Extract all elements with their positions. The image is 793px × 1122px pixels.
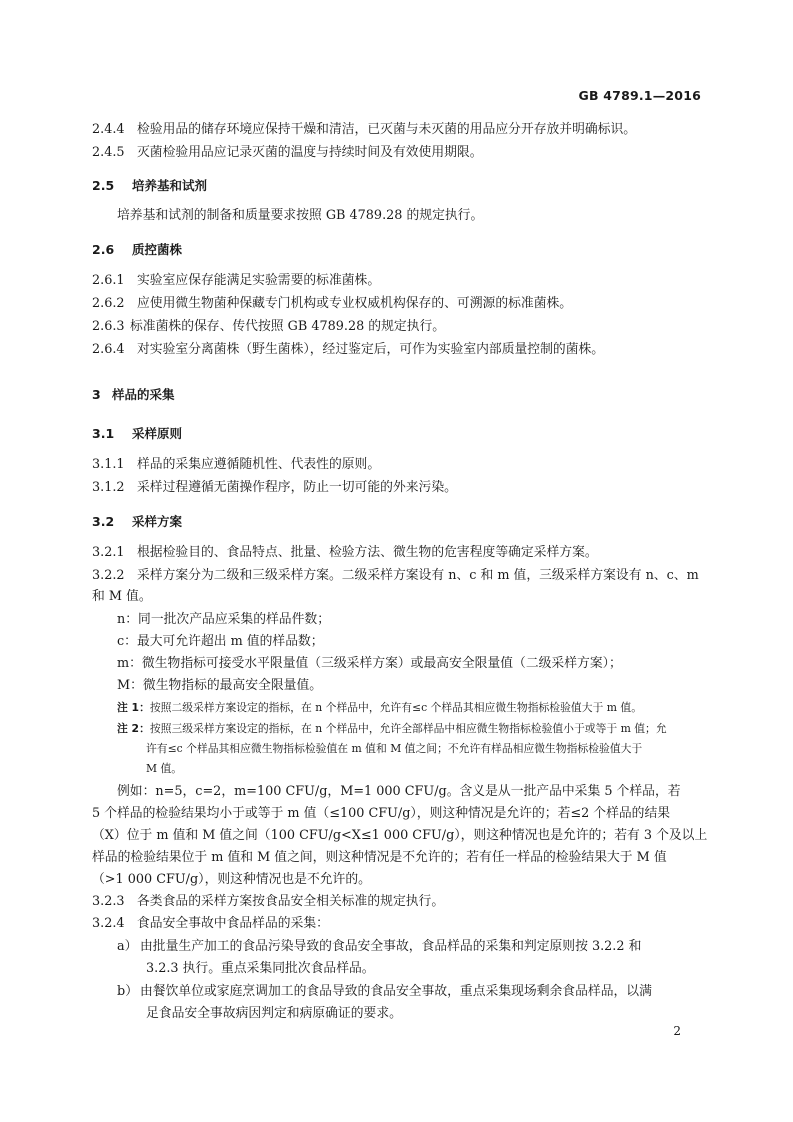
- clause-number: 3.2.2: [92, 568, 125, 583]
- clause-text: 采样过程遵循无菌操作程序，防止一切可能的外来污染。: [137, 480, 457, 495]
- heading-3-2: [92, 514, 182, 530]
- note-2-line-3: M 值。: [146, 762, 183, 775]
- heading-text: 样品的采集: [112, 387, 175, 402]
- clause-number: 2.4.5: [92, 145, 125, 160]
- heading-number: 2.6: [92, 242, 115, 257]
- clause-3-2-2-continued: 和 M 值。: [92, 589, 152, 604]
- definition-M: M：微生物指标的最高安全限量值。: [117, 678, 323, 693]
- clause-text: 根据检验目的、食品特点、批量、检验方法、微生物的危害程度等确定采样方案。: [137, 545, 598, 560]
- clause-text: 标准菌株的保存、传代按照 GB 4789.28 的规定执行。: [130, 319, 446, 334]
- heading-number: 3.1: [92, 426, 115, 441]
- clause-3-1-1: [92, 457, 701, 473]
- clause-2-6-2: [92, 296, 701, 312]
- note-1: [117, 700, 701, 716]
- paragraph-2-5: 培养基和试剂的制备和质量要求按照 GB 4789.28 的规定执行。: [117, 208, 484, 223]
- note-2: [117, 721, 701, 737]
- clause-number: 3.2.3: [92, 894, 125, 909]
- heading-text: 采样原则: [132, 426, 183, 441]
- clause-2-4-5: [92, 145, 701, 161]
- clause-number: 3.2.1: [92, 545, 125, 560]
- clause-3-1-2: [92, 480, 701, 496]
- note-text: 按照三级采样方案设定的指标，在 n 个样品中，允许全部样品中相应微生物指标检验值小于或等于 m 值；允: [149, 722, 667, 735]
- clause-number: 2.6.3: [92, 319, 125, 334]
- note-label: 注 2：: [117, 722, 150, 735]
- clause-number: 2.4.4: [92, 122, 125, 137]
- list-text: 由餐饮单位或家庭烹调加工的食品导致的食品安全事故，重点采集现场剩余食品样品，以满: [140, 984, 652, 999]
- clause-text: 样品的采集应遵循随机性、代表性的原则。: [137, 457, 381, 472]
- clause-2-6-3: [92, 319, 701, 335]
- clause-number: 2.6.4: [92, 342, 125, 357]
- clause-text: 各类食品的采样方案按食品安全相关标准的规定执行。: [137, 894, 445, 909]
- list-item-a: [117, 939, 701, 955]
- list-label: a）: [117, 939, 138, 954]
- list-label: b）: [117, 984, 138, 999]
- clause-3-2-2: [92, 568, 701, 584]
- list-text: 由批量生产加工的食品污染导致的食品安全事故，食品样品的采集和判定原则按 3.2.2 和: [140, 939, 642, 954]
- example-line-4: 样品的检验结果位于 m 值和 M 值之间，则这种情况是不允许的；若有任一样品的检验结果大于 M 值: [92, 850, 667, 865]
- clause-2-6-4: [92, 342, 701, 358]
- clause-text: 应使用微生物菌种保藏专门机构或专业权威机构保存的、可溯源的标准菌株。: [137, 296, 573, 311]
- heading-text: 质控菌株: [132, 242, 183, 257]
- heading-text: 培养基和试剂: [132, 178, 208, 193]
- clause-text: 采样方案分为二级和三级采样方案。二级采样方案设有 n、c 和 m 值，三级采样方案设有 n、c、m: [137, 568, 699, 583]
- clause-2-6-1: [92, 273, 701, 289]
- clause-number: 3.2.4: [92, 916, 125, 931]
- example-line-5: （>1 000 CFU/g），则这种情况也是不允许的。: [92, 872, 371, 887]
- heading-number: 2.5: [92, 178, 115, 193]
- clause-text: 实验室应保存能满足实验需要的标准菌株。: [137, 273, 381, 288]
- heading-text: 采样方案: [132, 514, 183, 529]
- clause-3-2-3: [92, 894, 701, 910]
- heading-number: 3.2: [92, 514, 115, 529]
- clause-number: 2.6.1: [92, 273, 125, 288]
- note-label: 注 1：: [117, 701, 150, 714]
- heading-2-5: [92, 178, 207, 194]
- note-2-line-2: 许有≤c 个样品其相应微生物指标检验值在 m 值和 M 值之间；不允许有样品相应微生物指标检验值大于: [146, 742, 643, 755]
- clause-number: 3.1.1: [92, 457, 125, 472]
- heading-number: 3: [92, 387, 101, 402]
- clause-3-2-4: [92, 916, 701, 932]
- heading-2-6: [92, 242, 182, 258]
- clause-text: 对实验室分离菌株（野生菌株），经过鉴定后，可作为实验室内部质量控制的菌株。: [137, 342, 605, 357]
- example-line-3: （X）位于 m 值和 M 值之间（100 CFU/g<X≤1 000 CFU/g），则这种情况也是允许的；若有 3 个及以上: [92, 828, 708, 843]
- list-item-a-continued: 3.2.3 执行。重点采集同批次食品样品。: [146, 961, 375, 976]
- page-number: 2: [673, 1024, 681, 1038]
- clause-3-2-1: [92, 545, 701, 561]
- list-item-b-continued: 足食品安全事故病因判定和病原确证的要求。: [146, 1006, 402, 1021]
- clause-number: 3.1.2: [92, 480, 125, 495]
- clause-text: 检验用品的储存环境应保持干燥和清洁，已灭菌与未灭菌的用品应分开存放并明确标识。: [137, 122, 637, 137]
- example-line-1: 例如：n=5，c=2，m=100 CFU/g，M=1 000 CFU/g。含义是从一批产品中采集 5 个样品，若: [117, 784, 681, 799]
- list-item-b: [117, 984, 701, 1000]
- example-line-2: 5 个样品的检验结果均小于或等于 m 值（≤100 CFU/g），则这种情况是允许的；若≤2 个样品的结果: [92, 806, 671, 821]
- standard-number-header: GB 4789.1—2016: [578, 88, 701, 103]
- clause-text: 灭菌检验用品应记录灭菌的温度与持续时间及有效使用期限。: [137, 145, 483, 160]
- definition-c: c：最大可允许超出 m 值的样品数；: [117, 634, 324, 649]
- clause-text: 食品安全事故中食品样品的采集：: [137, 916, 329, 931]
- definition-m: m：微生物指标可接受水平限量值（三级采样方案）或最高安全限量值（二级采样方案）；: [117, 656, 622, 671]
- clause-number: 2.6.2: [92, 296, 125, 311]
- heading-3-1: [92, 426, 182, 442]
- definition-n: n：同一批次产品应采集的样品件数；: [117, 612, 330, 627]
- note-text: 按照二级采样方案设定的指标，在 n 个样品中，允许有≤c 个样品其相应微生物指标检验值大于 m 值。: [149, 701, 642, 714]
- heading-3: [92, 387, 175, 403]
- clause-2-4-4: [92, 122, 701, 138]
